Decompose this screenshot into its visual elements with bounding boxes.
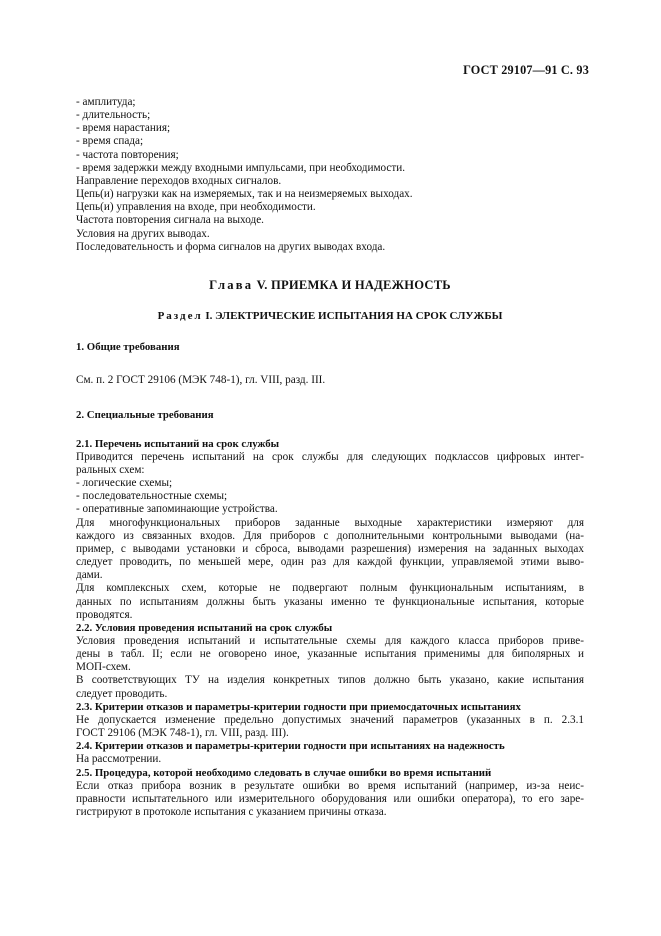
list-item: - частота повторения; — [76, 148, 179, 161]
text-line: следует проводить, по меньшей мере, один раз для каждой функции, управляемой этими выво- — [76, 556, 584, 569]
list-item: - время задержки между входными импульсами, при необходимости. — [76, 161, 406, 174]
text-line: Если отказ прибора возник в результате ошибки во время испытаний (например, из-за неис- — [76, 779, 584, 792]
text-line: Цепь(и) нагрузки как на измеряемых, так и на неизмеряемых выходах. — [76, 188, 413, 201]
text-line: Для комплексных схем, которые не подвергают полным функциональным испытаниям, в — [76, 582, 584, 595]
text-line: Условия проведения испытаний и испытательные схемы для каждого класса приборов приве- — [76, 635, 584, 647]
list-item: - время нарастания; — [76, 122, 171, 135]
chapter-prefix: Глава — [209, 277, 254, 292]
subsection-heading-2-1: 2.1. Перечень испытаний на срок службы — [76, 437, 280, 450]
text-line: Для многофункциональных приборов заданные выходные характеристики измеряют для — [76, 516, 584, 529]
list-item: - последовательностные схемы; — [76, 490, 228, 503]
text-line: Направление переходов входных сигналов. — [76, 174, 282, 187]
section-title: ЭЛЕКТРИЧЕСКИЕ ИСПЫТАНИЯ НА СРОК СЛУЖБЫ — [215, 310, 503, 323]
text-line: На рассмотрении. — [76, 753, 162, 766]
text-line: каждого из связанных входов. Для приборов с дополнительными контрольными выводами (на- — [76, 529, 584, 542]
subsection-heading-2: 2. Специальные требования — [76, 408, 214, 421]
text-line: Цепь(и) управления на входе, при необходимости. — [76, 201, 316, 214]
text-line: В соответствующих ТУ на изделия конкретных типов должно быть указано, какие испытания — [76, 674, 584, 687]
list-item: - логические схемы; — [76, 477, 173, 490]
chapter-title: ПРИЕМКА И НАДЕЖНОСТЬ — [270, 277, 451, 292]
subsection-heading-2-5: 2.5. Процедура, которой необходимо следовать в случае ошибки во время испытаний — [76, 766, 492, 779]
text-line: правности испытательного или измерительного оборудования или ошибки оператора), то его заре- — [76, 792, 584, 805]
subsection-heading-2-3: 2.3. Критерии отказов и параметры-критерии годности при приемосдаточных испытаниях — [76, 700, 521, 713]
text-line: Частота повторения сигнала на выходе. — [76, 214, 264, 227]
page-header: ГОСТ 29107—91 С. 93 — [463, 63, 589, 77]
subsection-heading-2-2: 2.2. Условия проведения испытаний на срок службы — [76, 621, 333, 634]
text-line: См. п. 2 ГОСТ 29106 (МЭК 748-1), гл. VIII, разд. III. — [76, 374, 326, 387]
text-line: пример, с выводами установки и сброса, выводами разрешения) измерения на заданных выходах — [76, 542, 584, 555]
page-body — [76, 96, 584, 819]
text-line: Условия на других выводах. — [76, 227, 210, 240]
text-line: ральных схем: — [76, 463, 145, 476]
list-item: - время спада; — [76, 135, 144, 148]
list-item: - оперативные запоминающие устройства. — [76, 503, 278, 516]
list-item: - амплитуда; — [76, 96, 136, 108]
section-prefix: Раздел — [157, 310, 203, 323]
text-line: Приводится перечень испытаний на срок службы для следующих подклассов цифровых интег- — [76, 450, 584, 463]
conditions-list — [76, 175, 584, 254]
text-line: дами. — [76, 569, 103, 582]
text-line: данных по испытаниям должны быть указаны именно те функциональные испытания, которые — [76, 595, 584, 608]
text-line: МОП-схем. — [76, 661, 131, 674]
list-item: - длительность; — [76, 109, 151, 122]
section-heading — [76, 310, 584, 323]
section-numeral: I. — [205, 310, 213, 323]
subsection-heading-1: 1. Общие требования — [76, 341, 180, 354]
text-line: ГОСТ 29106 (МЭК 748-1), гл. VIII, разд. III). — [76, 727, 289, 740]
chapter-numeral: V. — [256, 277, 268, 292]
text-line: дены в табл. II; если не оговорено иное, указанные испытания применимы для биполярных и — [76, 648, 584, 661]
text-line: проводятся. — [76, 608, 133, 621]
text-line: Не допускается изменение предельно допустимых значений параметров (указанных в п. 2.3.1 — [76, 713, 584, 726]
signal-parameter-list — [76, 96, 584, 175]
text-line: Последовательность и форма сигналов на других выводах входа. — [76, 240, 386, 253]
text-line: следует проводить. — [76, 687, 168, 700]
chapter-heading — [76, 279, 584, 292]
subsection-heading-2-4: 2.4. Критерии отказов и параметры-критерии годности при испытаниях на надежность — [76, 740, 505, 753]
text-line: гистрируют в протоколе испытания с указанием причины отказа. — [76, 806, 387, 819]
